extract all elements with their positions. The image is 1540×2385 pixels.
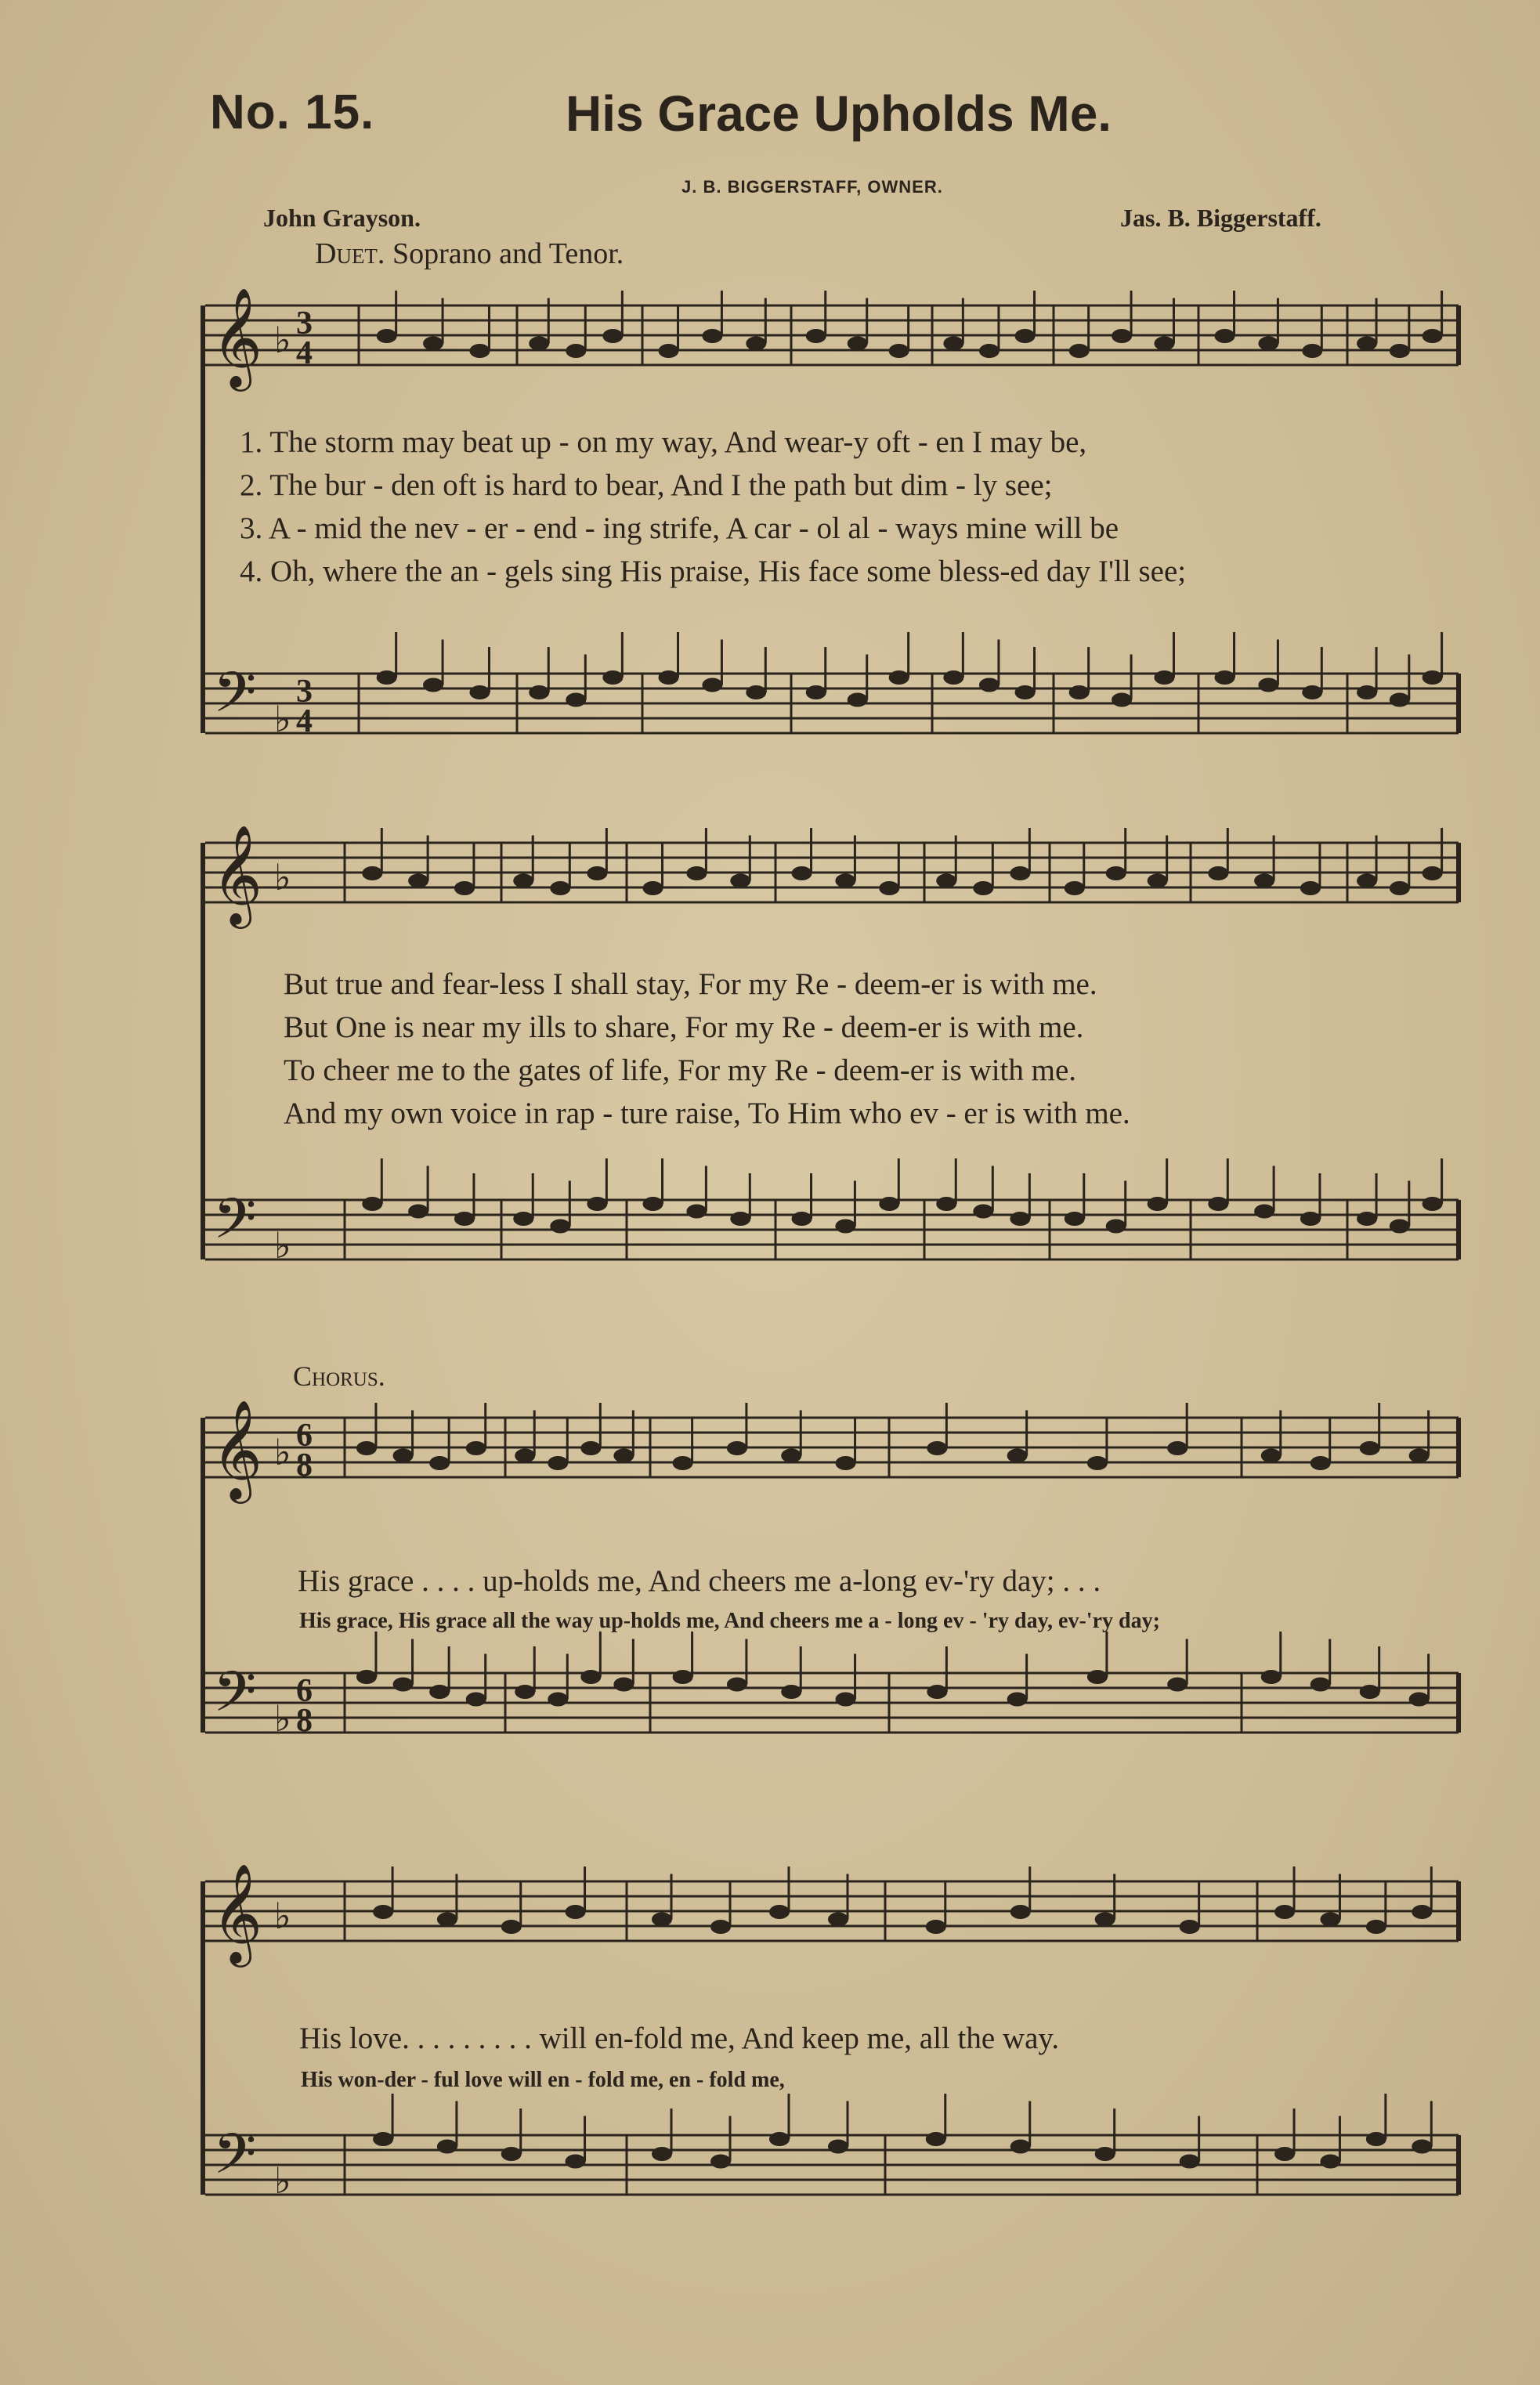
note-head	[1010, 866, 1030, 880]
note-head	[515, 1685, 535, 1699]
note-head	[1015, 685, 1036, 699]
note-head	[836, 1693, 856, 1707]
note-head	[437, 1913, 457, 1927]
note-head	[566, 693, 586, 707]
verse-4-line-2: And my own voice in rap - ture raise, To Him who ev - er is with me.	[284, 1097, 1130, 1130]
note-head	[1087, 1670, 1108, 1684]
note-head	[466, 1441, 486, 1455]
note-head	[1215, 670, 1235, 685]
note-head	[1366, 2132, 1386, 2146]
note-head	[730, 874, 750, 888]
note-head	[927, 1441, 947, 1455]
note-head	[652, 2147, 672, 2161]
note-head	[746, 685, 766, 699]
note-head	[673, 1456, 693, 1470]
duet-prefix: Duet.	[315, 237, 385, 270]
note-head	[1180, 2155, 1200, 2169]
note-head	[643, 1197, 663, 1211]
note-head	[828, 1913, 848, 1927]
note-head	[437, 2140, 457, 2154]
note-head	[377, 670, 397, 685]
note-head	[1215, 329, 1235, 343]
note-head	[408, 874, 428, 888]
note-head	[835, 1220, 855, 1234]
note-head	[943, 337, 963, 351]
note-head	[792, 1212, 812, 1226]
note-head	[879, 1197, 899, 1211]
note-head	[727, 1678, 747, 1692]
note-head	[393, 1678, 414, 1692]
chorus-line-2-main: His love. . . . . . . . . will en-fold me, And keep me, all the way.	[299, 2022, 1060, 2055]
note-head	[1254, 874, 1274, 888]
note-head	[1423, 866, 1443, 880]
note-head	[1390, 881, 1410, 895]
treble-clef: 𝄞	[211, 1863, 263, 1963]
note-head	[1320, 1913, 1340, 1927]
verse-1-line-2: But true and fear-less I shall stay, For my Re - deem-er is with me.	[284, 967, 1097, 1001]
note-head	[423, 678, 443, 692]
note-head	[1167, 1441, 1188, 1455]
system-bracket	[201, 843, 205, 1259]
note-head	[393, 1449, 414, 1463]
note-head	[1360, 1441, 1380, 1455]
note-head	[643, 881, 663, 895]
copyright-owner: J. B. BIGGERSTAFF, OWNER.	[681, 177, 943, 197]
flat-sign: ♭	[274, 2161, 291, 2201]
note-head	[828, 2140, 848, 2154]
note-head	[469, 344, 490, 358]
note-head	[686, 1205, 707, 1219]
note-head	[515, 1449, 535, 1463]
chorus-line-1-echo: His grace, His grace all the way up-holds me, And cheers me a - long ev - 'ry day, ev-'ry day;	[299, 1609, 1160, 1633]
note-head	[429, 1456, 450, 1470]
hymn-number: No. 15.	[210, 85, 375, 139]
note-head	[659, 344, 679, 358]
system-bracket	[201, 1418, 205, 1733]
flat-sign: ♭	[274, 1896, 291, 1936]
note-head	[1065, 1212, 1085, 1226]
time-sig-top: 3	[296, 674, 313, 710]
note-head	[889, 344, 909, 358]
note-head	[1390, 344, 1410, 358]
note-head	[879, 881, 899, 895]
note-head	[702, 678, 722, 692]
note-head	[550, 881, 570, 895]
note-head	[1360, 1685, 1380, 1699]
note-head	[659, 670, 679, 685]
time-sig-bottom: 8	[296, 1447, 313, 1483]
note-head	[936, 874, 956, 888]
verse-4-line-1: 4. Oh, where the an - gels sing His praise, His face some bless-ed day I'll see;	[240, 555, 1187, 588]
verse-1-line-1: 1. The storm may beat up - on my way, And wear-y oft - en I may be,	[240, 425, 1087, 459]
note-head	[1007, 1449, 1028, 1463]
bass-clef: 𝄢	[213, 2122, 257, 2200]
note-head	[580, 1670, 601, 1684]
flat-sign: ♭	[274, 858, 291, 898]
note-head	[1310, 1678, 1331, 1692]
note-head	[806, 685, 826, 699]
note-head	[1148, 1197, 1168, 1211]
note-head	[1423, 670, 1443, 685]
note-head	[1357, 874, 1377, 888]
time-sig-bottom: 4	[296, 335, 313, 371]
note-head	[792, 866, 812, 880]
note-head	[613, 1678, 634, 1692]
note-head	[1300, 1212, 1321, 1226]
note-head	[529, 337, 549, 351]
note-head	[566, 2155, 586, 2169]
note-head	[1069, 685, 1090, 699]
note-head	[501, 2147, 522, 2161]
flat-sign: ♭	[274, 1699, 291, 1739]
note-head	[1208, 866, 1228, 880]
note-head	[408, 1205, 428, 1219]
verse-2-line-1: 2. The bur - den oft is hard to bear, And I the path but dim - ly see;	[240, 468, 1053, 502]
note-head	[1423, 329, 1443, 343]
note-head	[973, 881, 993, 895]
note-head	[1167, 1678, 1188, 1692]
note-head	[362, 1197, 382, 1211]
note-head	[469, 685, 490, 699]
flat-sign: ♭	[274, 699, 291, 739]
note-head	[1310, 1456, 1331, 1470]
system-bracket	[201, 1881, 205, 2195]
note-head	[362, 866, 382, 880]
note-head	[1095, 1913, 1115, 1927]
note-head	[1010, 2140, 1031, 2154]
note-head	[1261, 1670, 1282, 1684]
lyricist: John Grayson.	[263, 204, 421, 232]
note-head	[746, 337, 766, 351]
note-head	[613, 1449, 634, 1463]
note-head	[1010, 1212, 1030, 1226]
note-head	[702, 329, 722, 343]
flat-sign: ♭	[274, 1226, 291, 1266]
note-head	[529, 685, 549, 699]
note-head	[566, 344, 586, 358]
note-head	[1095, 2147, 1115, 2161]
note-head	[602, 329, 623, 343]
note-head	[1302, 344, 1322, 358]
note-head	[602, 670, 623, 685]
note-head	[836, 1456, 856, 1470]
treble-clef: 𝄞	[211, 1399, 263, 1499]
duet-rest: Soprano and Tenor.	[385, 237, 624, 270]
note-head	[1180, 1920, 1200, 1934]
note-head	[1112, 329, 1132, 343]
note-head	[1300, 881, 1321, 895]
note-head	[1258, 337, 1278, 351]
note-head	[781, 1685, 801, 1699]
note-head	[356, 1670, 377, 1684]
note-head	[1390, 1220, 1410, 1234]
note-head	[710, 1920, 731, 1934]
note-head	[513, 874, 533, 888]
note-head	[769, 1905, 790, 1919]
flat-sign: ♭	[274, 320, 291, 360]
note-head	[429, 1685, 450, 1699]
note-head	[1412, 2140, 1432, 2154]
note-head	[1409, 1693, 1430, 1707]
note-head	[730, 1212, 750, 1226]
note-head	[835, 874, 855, 888]
note-head	[356, 1441, 377, 1455]
note-head	[454, 881, 475, 895]
note-head	[848, 337, 868, 351]
note-head	[1390, 693, 1410, 707]
note-head	[550, 1220, 570, 1234]
chorus-line-2-echo: His won-der - ful love will en - fold me, en - fold me,	[301, 2068, 785, 2092]
note-head	[710, 2155, 731, 2169]
note-head	[1208, 1197, 1228, 1211]
hymn-title: His Grace Upholds Me.	[566, 85, 1112, 142]
flat-sign: ♭	[274, 1433, 291, 1473]
note-head	[1106, 1220, 1126, 1234]
time-sig-bottom: 4	[296, 703, 313, 739]
note-head	[979, 344, 1000, 358]
note-head	[1148, 874, 1168, 888]
note-head	[727, 1441, 747, 1455]
note-head	[1302, 685, 1322, 699]
treble-clef: 𝄞	[211, 287, 263, 387]
treble-clef: 𝄞	[211, 824, 263, 924]
note-head	[652, 1913, 672, 1927]
note-head	[1423, 1197, 1443, 1211]
note-head	[1412, 1905, 1432, 1919]
note-head	[781, 1449, 801, 1463]
verse-3-line-1: 3. A - mid the nev - er - end - ing strife, A car - ol al - ways mine will be	[240, 511, 1119, 545]
note-head	[769, 2132, 790, 2146]
time-sig-bottom: 8	[296, 1703, 313, 1739]
note-head	[377, 329, 397, 343]
time-sig-top: 6	[296, 1673, 313, 1709]
note-head	[373, 2132, 393, 2146]
note-head	[1015, 329, 1036, 343]
note-head	[1274, 1905, 1295, 1919]
note-head	[1069, 344, 1090, 358]
note-head	[926, 1920, 946, 1934]
note-head	[889, 670, 909, 685]
system-bracket	[201, 305, 205, 733]
note-head	[1154, 670, 1174, 685]
note-head	[501, 1920, 522, 1934]
note-head	[973, 1205, 993, 1219]
note-head	[1087, 1456, 1108, 1470]
note-head	[1007, 1693, 1028, 1707]
note-head	[513, 1212, 533, 1226]
bass-clef: 𝄢	[213, 660, 257, 739]
note-head	[1409, 1449, 1430, 1463]
note-head	[548, 1456, 568, 1470]
note-head	[673, 1670, 693, 1684]
note-head	[1010, 1905, 1031, 1919]
note-head	[566, 1905, 586, 1919]
bass-clef: 𝄢	[213, 1660, 257, 1738]
note-head	[848, 693, 868, 707]
note-head	[1261, 1449, 1282, 1463]
note-head	[548, 1693, 568, 1707]
note-head	[1320, 2155, 1340, 2169]
chorus-line-1-main: His grace . . . . up-holds me, And cheers me a-long ev-'ry day; . . .	[298, 1564, 1101, 1598]
note-head	[686, 866, 707, 880]
note-head	[1106, 866, 1126, 880]
note-head	[927, 1685, 947, 1699]
note-head	[1065, 881, 1085, 895]
note-head	[926, 2132, 946, 2146]
note-head	[454, 1212, 475, 1226]
note-head	[587, 1197, 607, 1211]
note-head	[587, 866, 607, 880]
composer: Jas. B. Biggerstaff.	[1120, 204, 1321, 232]
note-head	[1357, 337, 1377, 351]
note-head	[806, 329, 826, 343]
chorus-label: Chorus.	[293, 1361, 385, 1392]
note-head	[1274, 2147, 1295, 2161]
note-head	[373, 1905, 393, 1919]
verse-2-line-2: But One is near my ills to share, For my Re - deem-er is with me.	[284, 1010, 1084, 1044]
note-head	[1154, 337, 1174, 351]
note-head	[943, 670, 963, 685]
note-head	[936, 1197, 956, 1211]
note-head	[580, 1441, 601, 1455]
note-head	[1254, 1205, 1274, 1219]
note-head	[466, 1693, 486, 1707]
note-head	[1357, 1212, 1377, 1226]
time-sig-top: 3	[296, 305, 313, 341]
note-head	[1357, 685, 1377, 699]
note-head	[1258, 678, 1278, 692]
note-head	[1366, 1920, 1386, 1934]
note-head	[1112, 693, 1132, 707]
time-sig-top: 6	[296, 1418, 313, 1454]
verse-3-line-2: To cheer me to the gates of life, For my Re - deem-er is with me.	[284, 1053, 1077, 1087]
bass-clef: 𝄢	[213, 1187, 257, 1265]
note-head	[979, 678, 1000, 692]
note-head	[423, 337, 443, 351]
